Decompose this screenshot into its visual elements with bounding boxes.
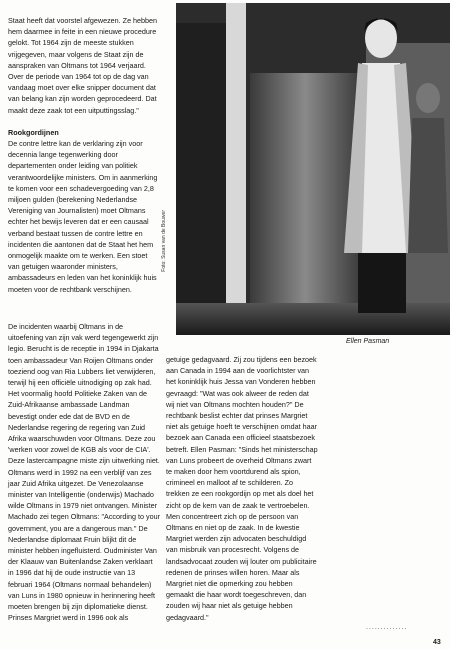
page-number: 43 xyxy=(433,639,441,646)
end-dots: .............. xyxy=(366,624,408,631)
column-left-bottom xyxy=(8,321,160,623)
photo-credit: Foto: Susan van de Bouwer xyxy=(161,210,167,272)
column-right-bottom xyxy=(166,354,318,623)
portrait-photo xyxy=(176,3,450,335)
paragraph-incidents: De incidenten waarbij Oltmans in de uitoefening van zijn vak werd tegengewerkt zijn legio. Berucht is de receptie in 1994 in Djakarta toen ambassadeur Van Roijen Oltmans onder toeziend oog van Ria Lubbers liet verwijderen, terwijl hij een officiële uitnodiging op zak had. Het voormalig hoofd Politieke Zaken van de Zuid-Afrikaanse ambassade Landman bevestigt onder ede dat de BVD en de Nederlandse regering de regering van Zuid Afrika waarschuwden voor Oltmans. Deze zou 'werken voor zowel de KGB als voor de CIA'. Deze lastercampagne miste zijn uitwerking niet. Oltmans werd in 1992 na een verblijf van zes jaar Zuid Afrika uitgezet. De Venezolaanse minister van Intelligentie (onderwijs) Machado wilde Oltmans in 1979 niet ontvangen. Minister Machado zei tegen Oltmans: "According to your government, you are a dangerous man." De Nederlandse diplomaat Fruin blijkt dit de minister hebben ingefluisterd. Oudminister Van der Klaauw van Buitenlandse Zaken verklaart in 1996 dat hij de oude instructie van 13 februari 1964 (Oltmans normaal behandelen) van Luns in 1980 opnieuw in herinnering heeft moeten brengen bij zijn diplomatieke dienst. Prinses Margriet werd in 1996 ook als xyxy=(8,322,160,623)
paragraph-margriet: getuige gedagvaard. Zij zou tijdens een bezoek aan Canada in 1994 aan de voorlichtster van het koninklijk huis Jessa van Vonderen hebben gevraagd: "Wat was ook alweer de reden dat wij niet van Oltmans mochten houden?" De rechtbank beslist echter dat prinses Margriet niet als getuige hoeft te verschijnen omdat haar bezoek aan Canada een officieel staatsbezoek betreft. Ellen Pasman: "Sinds het ministerschap van Luns probeert de overheid Oltmans zwart te maken door hem voortdurend als spion, crimineel en malloot af te schilderen. Zo trekken ze een rookgordijn op met als doel het zicht op de kern van de zaak te vertroebelen. Men concentreert zich op de persoon van Oltmans en niet op de zaak. In de kwestie Margriet werden zijn advocaten beschuldigd van misbruik van procesrecht. Volgens de landsadvocaat zouden wij louter om publicitaire redenen de prinses willen horen. Maar als Margriet niet die opmerking zou hebben gemaakt die haar wordt toegeschreven, dan zouden wij haar niet als getuige hebben gedagvaard." xyxy=(166,355,318,622)
photo-illustration xyxy=(176,3,450,335)
section-heading: Rookgordijnen xyxy=(8,127,59,137)
photo-caption: Ellen Pasman xyxy=(346,338,390,345)
paragraph-intro: Staat heeft dat voorstel afgewezen. Ze hebben hem daarmee in feite in een nieuwe procedure gelokt. Tot 1964 zijn de meeste stukken vrijgegeven, maar volgens de Staat zijn de aanspraken van Oltmans tot 1964 verjaard. Over de periode van 1964 tot op de dag van vandaag moet over elke snipper document dat van belang kan zijn worden geprocedeerd. Dat maakt deze zaak tot een uitputtingsslag." xyxy=(8,16,158,115)
column-left-top xyxy=(8,15,160,295)
paragraph-contre-lettre: De contre lettre kan de verklaring zijn voor decennia lange tegenwerking door departementen onder leiding van politiek verantwoordelijke ministers. Om in aanmerking te komen voor een schadevergoeding van 2,8 miljoen gulden (berekening Nederlandse Vereniging van Journalisten) moet Oltmans echter het bewijs leveren dat er een causaal verband bestaat tussen de contre lettre en incidenten die aantonen dat de Staat het hem onmogelijk maakte om te werken. Een stoet van getuigen waaronder ministers, ambassadeurs en leden van het koninklijk huis moeten voor de rechtbank verschijnen. xyxy=(8,139,158,294)
